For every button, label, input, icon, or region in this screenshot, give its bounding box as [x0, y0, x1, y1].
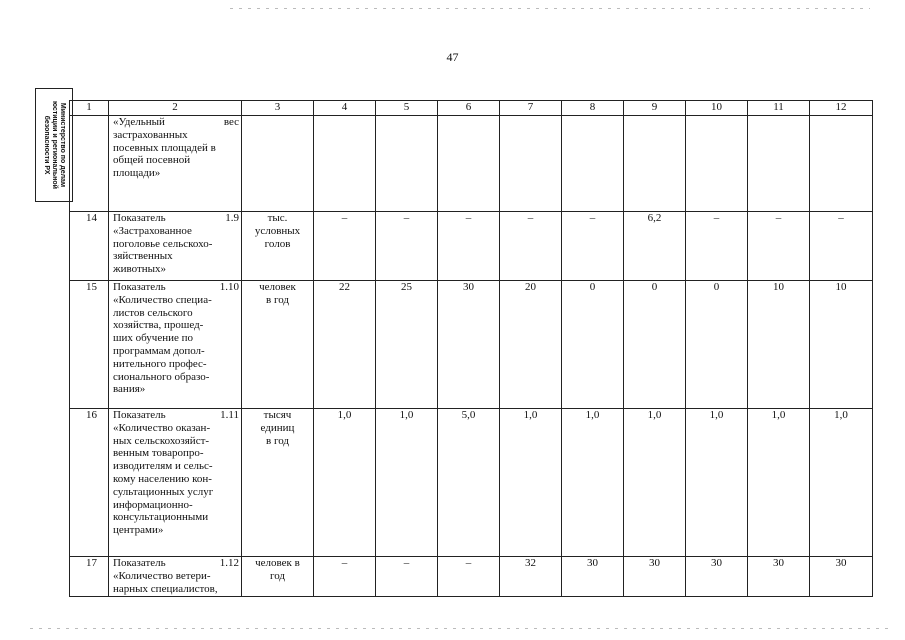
value-cell: 25 — [376, 281, 438, 409]
indicator-description — [109, 116, 242, 212]
unit-of-measure — [242, 409, 314, 557]
value-cell: 1,0 — [500, 409, 562, 557]
value-cell — [748, 116, 810, 212]
value-cell: 10 — [748, 281, 810, 409]
description-line: информационно- — [113, 498, 193, 511]
column-number: 11 — [748, 101, 810, 116]
value-cell: 30 — [624, 557, 686, 597]
description-line: консультационными — [113, 511, 209, 524]
row-number: 15 — [70, 281, 109, 409]
value-cell: 30 — [438, 281, 500, 409]
value-cell — [438, 116, 500, 212]
value-cell: 10 — [810, 281, 873, 409]
description-line: площади» — [113, 167, 161, 180]
indicator-code: 1.9 — [225, 212, 239, 224]
description-line: «Количество ветери- — [113, 569, 211, 582]
indicator-description — [109, 212, 242, 281]
unit-of-measure — [242, 212, 314, 281]
ministry-stamp — [35, 88, 73, 202]
value-cell: – — [562, 212, 624, 281]
description-line: животных» — [113, 263, 167, 276]
column-number: 6 — [438, 101, 500, 116]
indicator-description — [109, 409, 242, 557]
description-first-line — [113, 281, 239, 294]
description-line: изводителям и сельс- — [113, 460, 213, 473]
column-number: 5 — [376, 101, 438, 116]
indicator-description — [109, 557, 242, 597]
unit-line: в год — [266, 434, 289, 447]
description-line: кому населению кон- — [113, 472, 212, 485]
column-number: 7 — [500, 101, 562, 116]
value-cell: – — [438, 557, 500, 597]
description-first-line — [113, 557, 239, 570]
unit-line: человек — [259, 281, 296, 293]
value-cell: 1,0 — [376, 409, 438, 557]
description-line: листов сельского — [113, 306, 193, 319]
description-line: общей посевной — [113, 154, 191, 167]
column-number: 10 — [686, 101, 748, 116]
unit-line: голов — [264, 237, 291, 250]
stamp-text: Министерство по делам юстиции и региональной безопасности РХ — [43, 101, 66, 189]
row-number: 17 — [70, 557, 109, 597]
column-number: 2 — [109, 101, 242, 116]
unit-line: тыс. — [267, 212, 288, 224]
indicator-label: «Удельный — [113, 116, 165, 128]
row-number: 16 — [70, 409, 109, 557]
unit-line: единиц — [260, 421, 295, 434]
table-row — [70, 212, 873, 281]
description-line: «Застрахованное — [113, 224, 192, 237]
value-cell — [810, 116, 873, 212]
unit-line: человек в — [255, 557, 300, 569]
unit-line: условных — [254, 224, 301, 237]
indicator-label: Показатель — [113, 557, 166, 569]
table-header-row — [70, 101, 873, 116]
description-line: программам допол- — [113, 344, 205, 357]
indicator-label: Показатель — [113, 212, 166, 224]
value-cell: 6,2 — [624, 212, 686, 281]
value-cell: – — [438, 212, 500, 281]
column-number: 1 — [70, 101, 109, 116]
value-cell: 30 — [748, 557, 810, 597]
value-cell: 0 — [562, 281, 624, 409]
value-cell — [686, 116, 748, 212]
indicator-code: 1.10 — [219, 281, 239, 293]
description-line: вания» — [113, 383, 146, 396]
indicator-code: 1.11 — [220, 409, 239, 421]
value-cell: 30 — [686, 557, 748, 597]
description-first-line — [113, 116, 239, 129]
description-line: застрахованных — [113, 128, 188, 141]
description-line: зяйственных — [113, 250, 173, 263]
value-cell: – — [376, 212, 438, 281]
table-row — [70, 409, 873, 557]
description-line: нарных специалистов, — [113, 582, 218, 595]
value-cell: 1,0 — [748, 409, 810, 557]
column-number: 4 — [314, 101, 376, 116]
value-cell: 20 — [500, 281, 562, 409]
value-cell: – — [376, 557, 438, 597]
value-cell: 1,0 — [314, 409, 376, 557]
value-cell: 30 — [562, 557, 624, 597]
column-number: 9 — [624, 101, 686, 116]
value-cell: 5,0 — [438, 409, 500, 557]
description-line: поголовье сельскохо- — [113, 237, 213, 250]
page-number: 47 — [446, 50, 459, 64]
value-cell: 1,0 — [624, 409, 686, 557]
scan-artifact-bottom — [30, 628, 890, 629]
description-line: ших обучение по — [113, 332, 193, 345]
value-cell: 1,0 — [562, 409, 624, 557]
description-line: ных сельскохозяйст- — [113, 434, 210, 447]
value-cell: 32 — [500, 557, 562, 597]
description-line: центрами» — [113, 524, 164, 537]
indicator-code: 1.12 — [219, 557, 239, 569]
column-number: 3 — [242, 101, 314, 116]
value-cell: 22 — [314, 281, 376, 409]
description-line: «Количество оказан- — [113, 421, 211, 434]
value-cell: 0 — [686, 281, 748, 409]
description-line: венным товаропро- — [113, 447, 204, 460]
unit-line: год — [269, 569, 286, 582]
indicator-description — [109, 281, 242, 409]
unit-line: в год — [266, 293, 289, 306]
column-number: 12 — [810, 101, 873, 116]
value-cell: – — [748, 212, 810, 281]
value-cell: – — [500, 212, 562, 281]
unit-of-measure — [242, 116, 314, 212]
value-cell: – — [810, 212, 873, 281]
unit-of-measure — [242, 281, 314, 409]
row-number — [70, 116, 109, 212]
value-cell: 0 — [624, 281, 686, 409]
value-cell: – — [686, 212, 748, 281]
indicator-label: Показатель — [113, 409, 166, 421]
description-line: сионального образо- — [113, 370, 210, 383]
unit-of-measure — [242, 557, 314, 597]
description-line: «Количество специа- — [113, 293, 212, 306]
scan-artifact-top — [230, 8, 870, 9]
indicators-table — [69, 100, 873, 597]
value-cell — [562, 116, 624, 212]
value-cell: 30 — [810, 557, 873, 597]
value-cell — [624, 116, 686, 212]
indicator-label: Показатель — [113, 281, 166, 293]
table-row — [70, 281, 873, 409]
value-cell: 1,0 — [810, 409, 873, 557]
value-cell: 1,0 — [686, 409, 748, 557]
value-cell: – — [314, 212, 376, 281]
table-row — [70, 116, 873, 212]
description-line: сультационных услуг — [113, 485, 214, 498]
unit-line: тысяч — [263, 409, 292, 421]
value-cell — [376, 116, 438, 212]
description-line: посевных площадей в — [113, 141, 216, 154]
description-line: нительного профес- — [113, 357, 207, 370]
description-line: хозяйства, прошед- — [113, 319, 204, 332]
value-cell — [314, 116, 376, 212]
value-cell: – — [314, 557, 376, 597]
column-number: 8 — [562, 101, 624, 116]
row-number: 14 — [70, 212, 109, 281]
description-first-line — [113, 409, 239, 422]
table-row — [70, 557, 873, 597]
description-first-line — [113, 212, 239, 225]
indicator-code: вес — [223, 116, 239, 128]
value-cell — [500, 116, 562, 212]
